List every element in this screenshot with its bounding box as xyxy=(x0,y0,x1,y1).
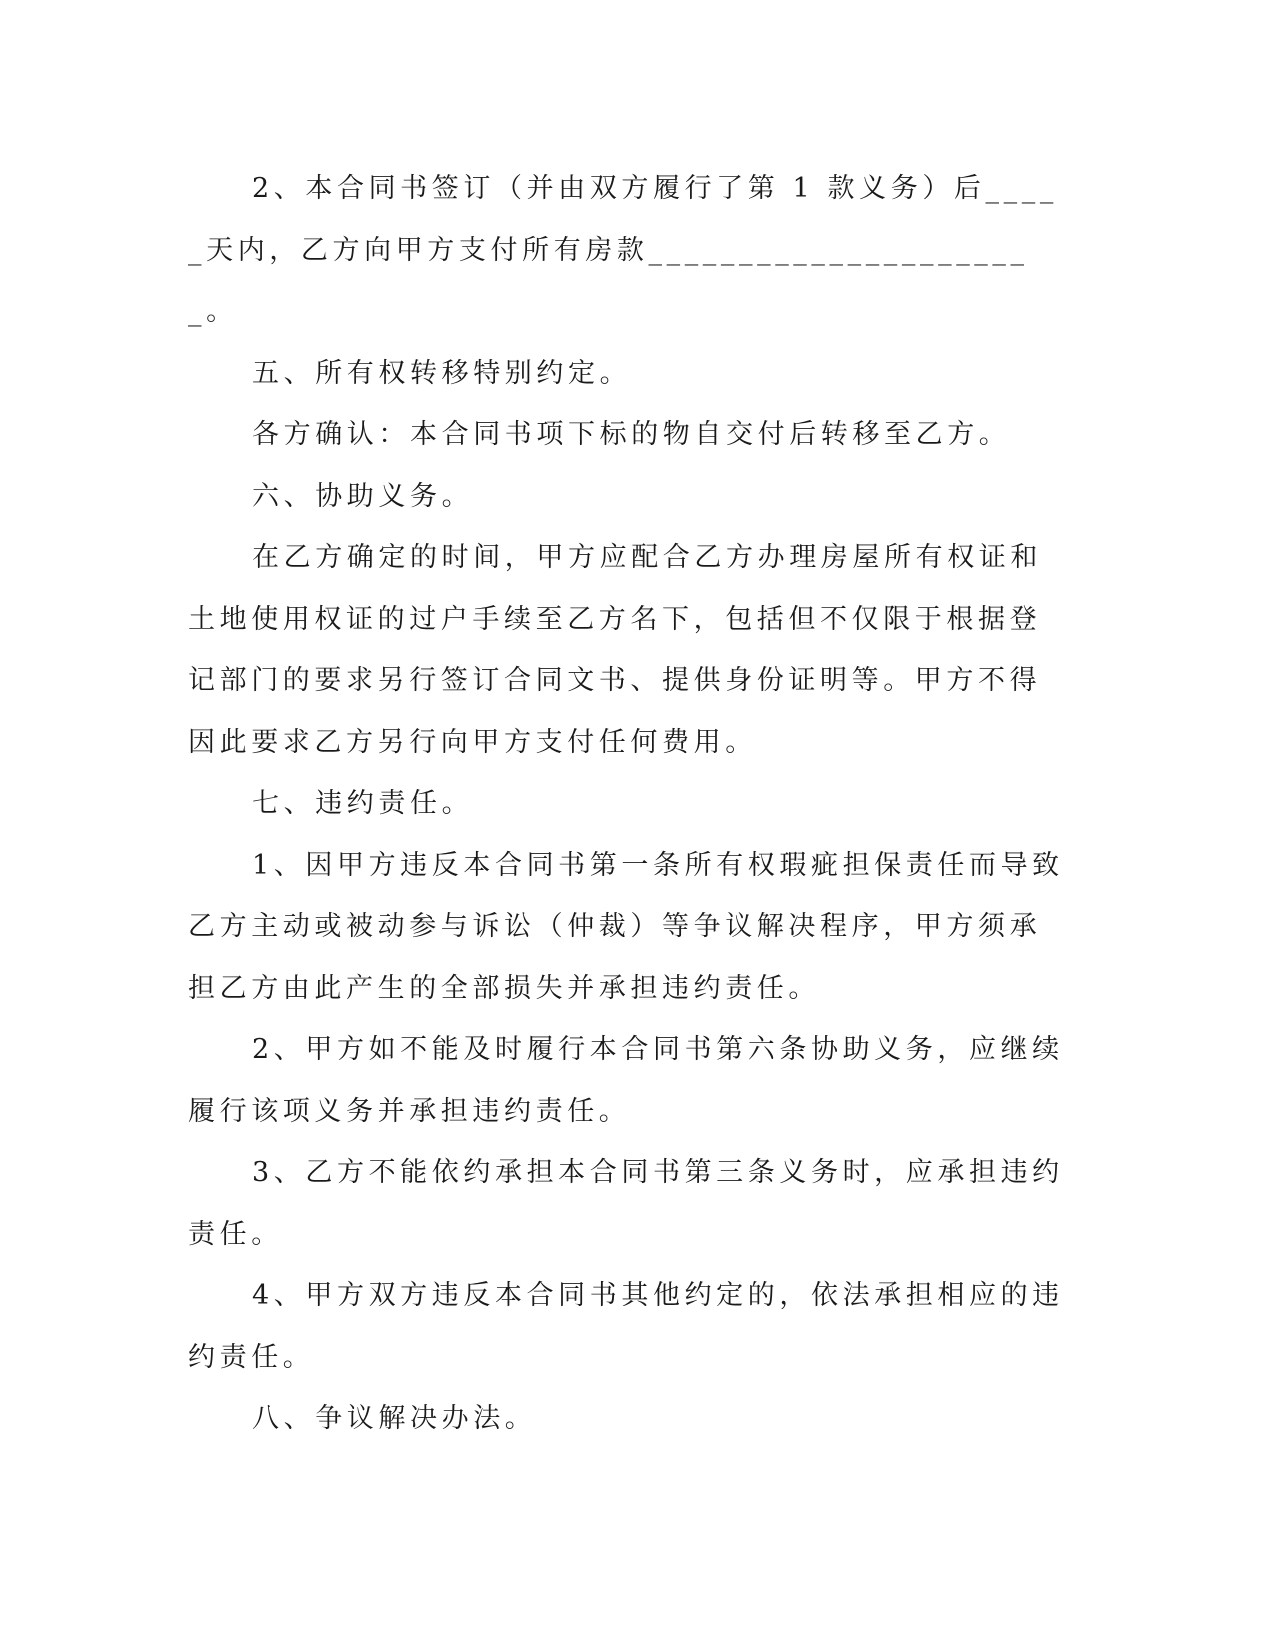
heading-ownership-transfer: 五、所有权转移特别约定。 xyxy=(252,357,632,389)
heading-assistance-obligation: 六、协助义务。 xyxy=(252,480,474,512)
paragraph-breach-item-1: 1、因甲方违反本合同书第一条所有权瑕疵担保责任而导致乙方主动或被动参与诉讼（仲裁）等争议解决程序，甲方须承担乙方由此产生的全部损失并承担违约责任。 xyxy=(188,849,1064,1004)
paragraph-ownership-confirmation: 各方确认：本合同书项下标的物自交付后转移至乙方。 xyxy=(252,419,1011,450)
document-body xyxy=(188,158,1068,1450)
heading-breach-liability: 七、违约责任。 xyxy=(252,788,474,819)
paragraph-breach-item-2: 2、甲方如不能及时履行本合同书第六条协助义务，应继续履行该项义务并承担违约责任。 xyxy=(188,1034,1064,1127)
paragraph-payment-clause: 2、本合同书签订（并由双方履行了第 1 款义务）后_____天内，乙方向甲方支付所有房款______________________。 xyxy=(188,173,1058,327)
paragraph-breach-item-4: 4、甲方双方违反本合同书其他约定的，依法承担相应的违约责任。 xyxy=(188,1280,1064,1373)
heading-dispute-resolution: 八、争议解决办法。 xyxy=(252,1403,537,1434)
paragraph-breach-item-3: 3、乙方不能依约承担本合同书第三条义务时，应承担违约责任。 xyxy=(188,1157,1064,1250)
paragraph-assistance-details: 在乙方确定的时间，甲方应配合乙方办理房屋所有权证和土地使用权证的过户手续至乙方名下，包括但不仅限于根据登记部门的要求另行签订合同文书、提供身份证明等。甲方不得因此要求乙方另行向甲方支付任何费用。 xyxy=(188,542,1042,758)
